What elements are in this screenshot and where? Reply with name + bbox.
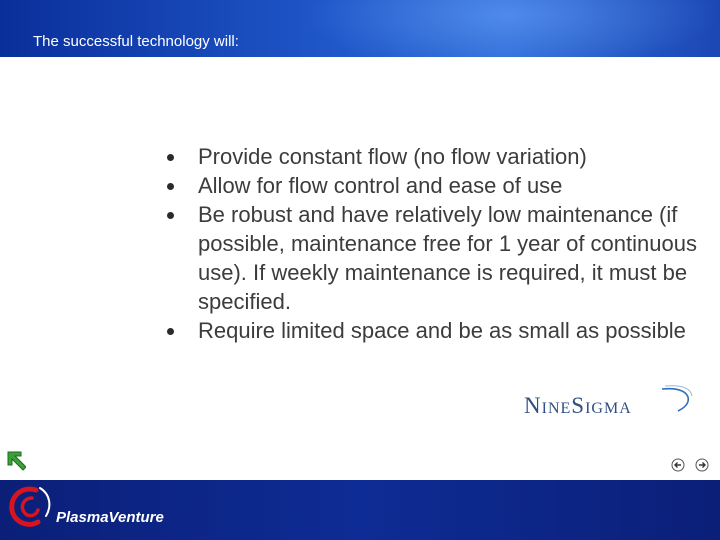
bullet-dot-icon xyxy=(167,183,174,190)
bullet-item xyxy=(165,200,710,316)
footer-brand-name: PlasmaVenture xyxy=(56,509,164,526)
bullet-text: Provide constant flow (no flow variation) xyxy=(198,144,587,169)
bullet-text: Allow for flow control and ease of use xyxy=(198,173,563,198)
prev-slide-icon[interactable] xyxy=(671,458,685,472)
slide-header xyxy=(0,0,720,57)
ninesigma-wordmark xyxy=(524,393,632,419)
bullet-item xyxy=(165,316,710,345)
bullet-text: Require limited space and be as small as possible xyxy=(198,318,686,343)
ns-letters-ine: INE xyxy=(541,400,572,417)
ns-letters-igma: IGMA xyxy=(585,400,632,417)
bullet-item xyxy=(165,142,710,171)
bullet-list xyxy=(165,142,710,345)
ns-letter-n: N xyxy=(524,393,542,418)
next-slide-icon[interactable] xyxy=(695,458,709,472)
bullet-item xyxy=(165,171,710,200)
ninesigma-logo xyxy=(524,383,694,423)
header-glow xyxy=(300,0,720,57)
bullet-dot-icon xyxy=(167,328,174,335)
bullet-dot-icon xyxy=(167,212,174,219)
bullet-text: Be robust and have relatively low maintenance (if possible, maintenance free for 1 year of continuous use). If weekly maintenance is required, it must be specified. xyxy=(198,202,697,314)
back-arrow-icon[interactable] xyxy=(6,450,26,472)
ns-letter-s: S xyxy=(571,393,586,418)
plasma-swirl-logo-icon xyxy=(6,484,54,532)
bullet-dot-icon xyxy=(167,154,174,161)
slide-title: The successful technology will: xyxy=(33,33,239,50)
